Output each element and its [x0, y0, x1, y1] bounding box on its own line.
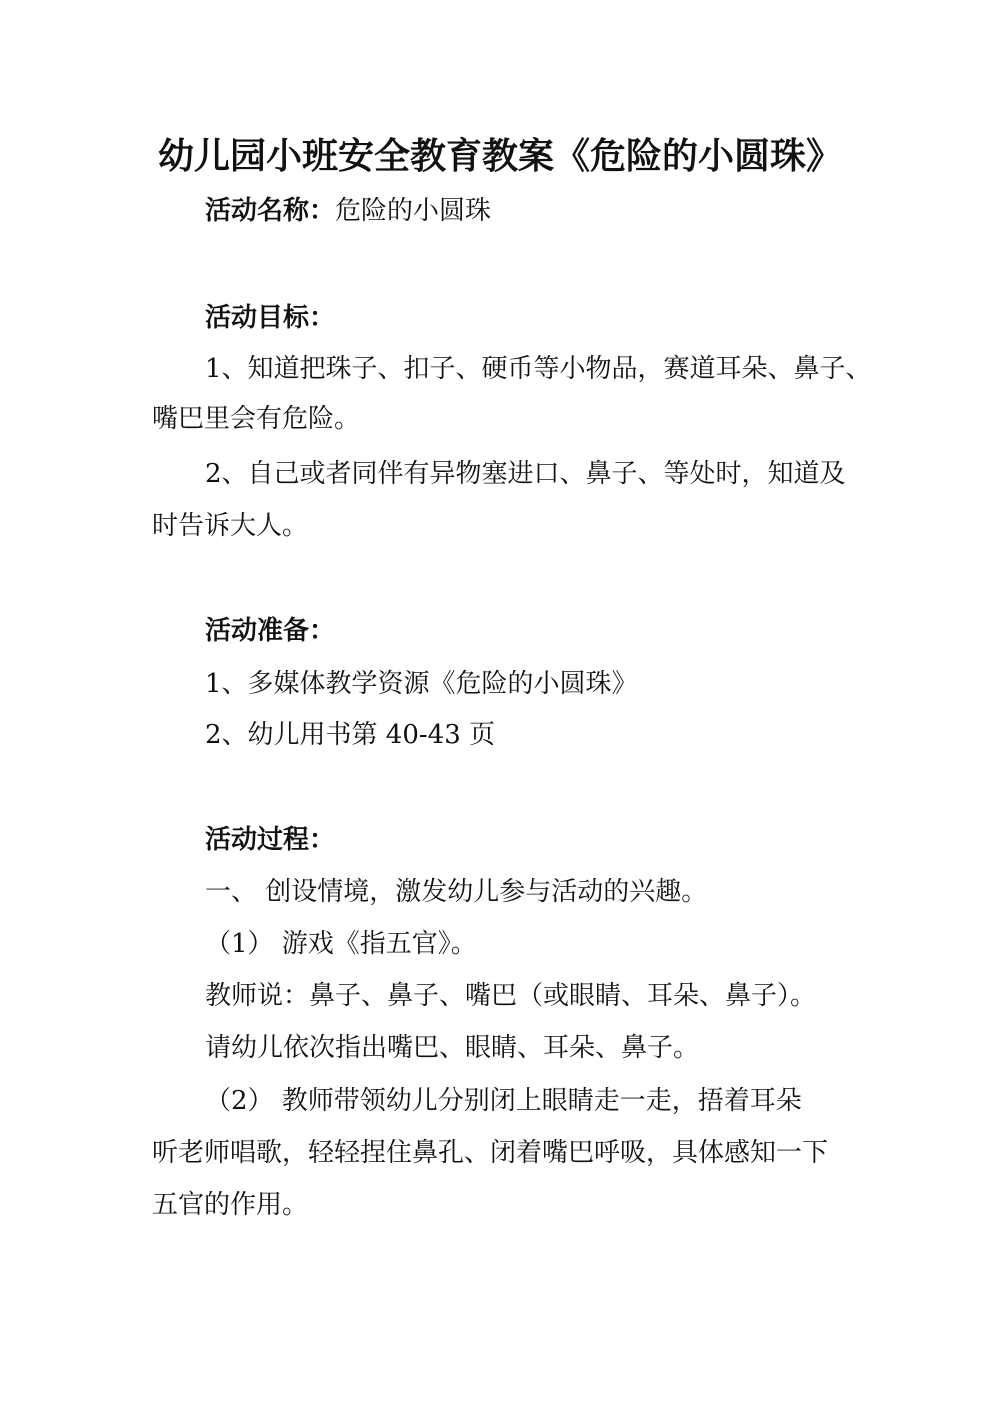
preparation-item-2: 2、幼儿用书第 40-43 页	[205, 720, 496, 750]
process-sub-2-line-1: （2） 教师带领幼儿分别闭上眼睛走一走，捂着耳朵	[205, 1086, 802, 1116]
goal-2-line-1: 2、自己或者同伴有异物塞进口、鼻子、等处时，知道及	[205, 459, 846, 489]
activity-name-line	[205, 192, 491, 230]
process-step-1: 一、 创设情境，激发幼儿参与活动的兴趣。	[205, 877, 708, 907]
goals-heading: 活动目标：	[205, 303, 336, 333]
process-heading: 活动过程：	[205, 825, 336, 855]
teacher-line: 教师说：鼻子、鼻子、嘴巴（或眼睛、耳朵、鼻子）。	[205, 981, 817, 1011]
activity-name-label: 活动名称：	[205, 196, 336, 226]
process-sub-2-line-3: 五官的作用。	[152, 1190, 309, 1220]
process-sub-1: （1） 游戏《指五官》。	[205, 929, 477, 959]
preparation-heading: 活动准备：	[205, 616, 336, 646]
goal-1-line-1: 1、知道把珠子、扣子、硬币等小物品，赛道耳朵、鼻子、	[205, 354, 872, 384]
process-sub-2-line-2: 听老师唱歌，轻轻捏住鼻孔、闭着嘴巴呼吸，具体感知一下	[152, 1138, 829, 1168]
activity-name-value: 危险的小圆珠	[335, 196, 492, 226]
goal-1-line-2: 嘴巴里会有危险。	[152, 404, 361, 434]
preparation-item-1: 1、多媒体教学资源《危险的小圆珠》	[205, 669, 638, 699]
goal-2-line-2: 时告诉大人。	[152, 511, 309, 541]
document-title: 幼儿园小班安全教育教案《危险的小圆珠》	[157, 136, 842, 177]
child-line: 请幼儿依次指出嘴巴、眼睛、耳朵、鼻子。	[205, 1033, 700, 1063]
